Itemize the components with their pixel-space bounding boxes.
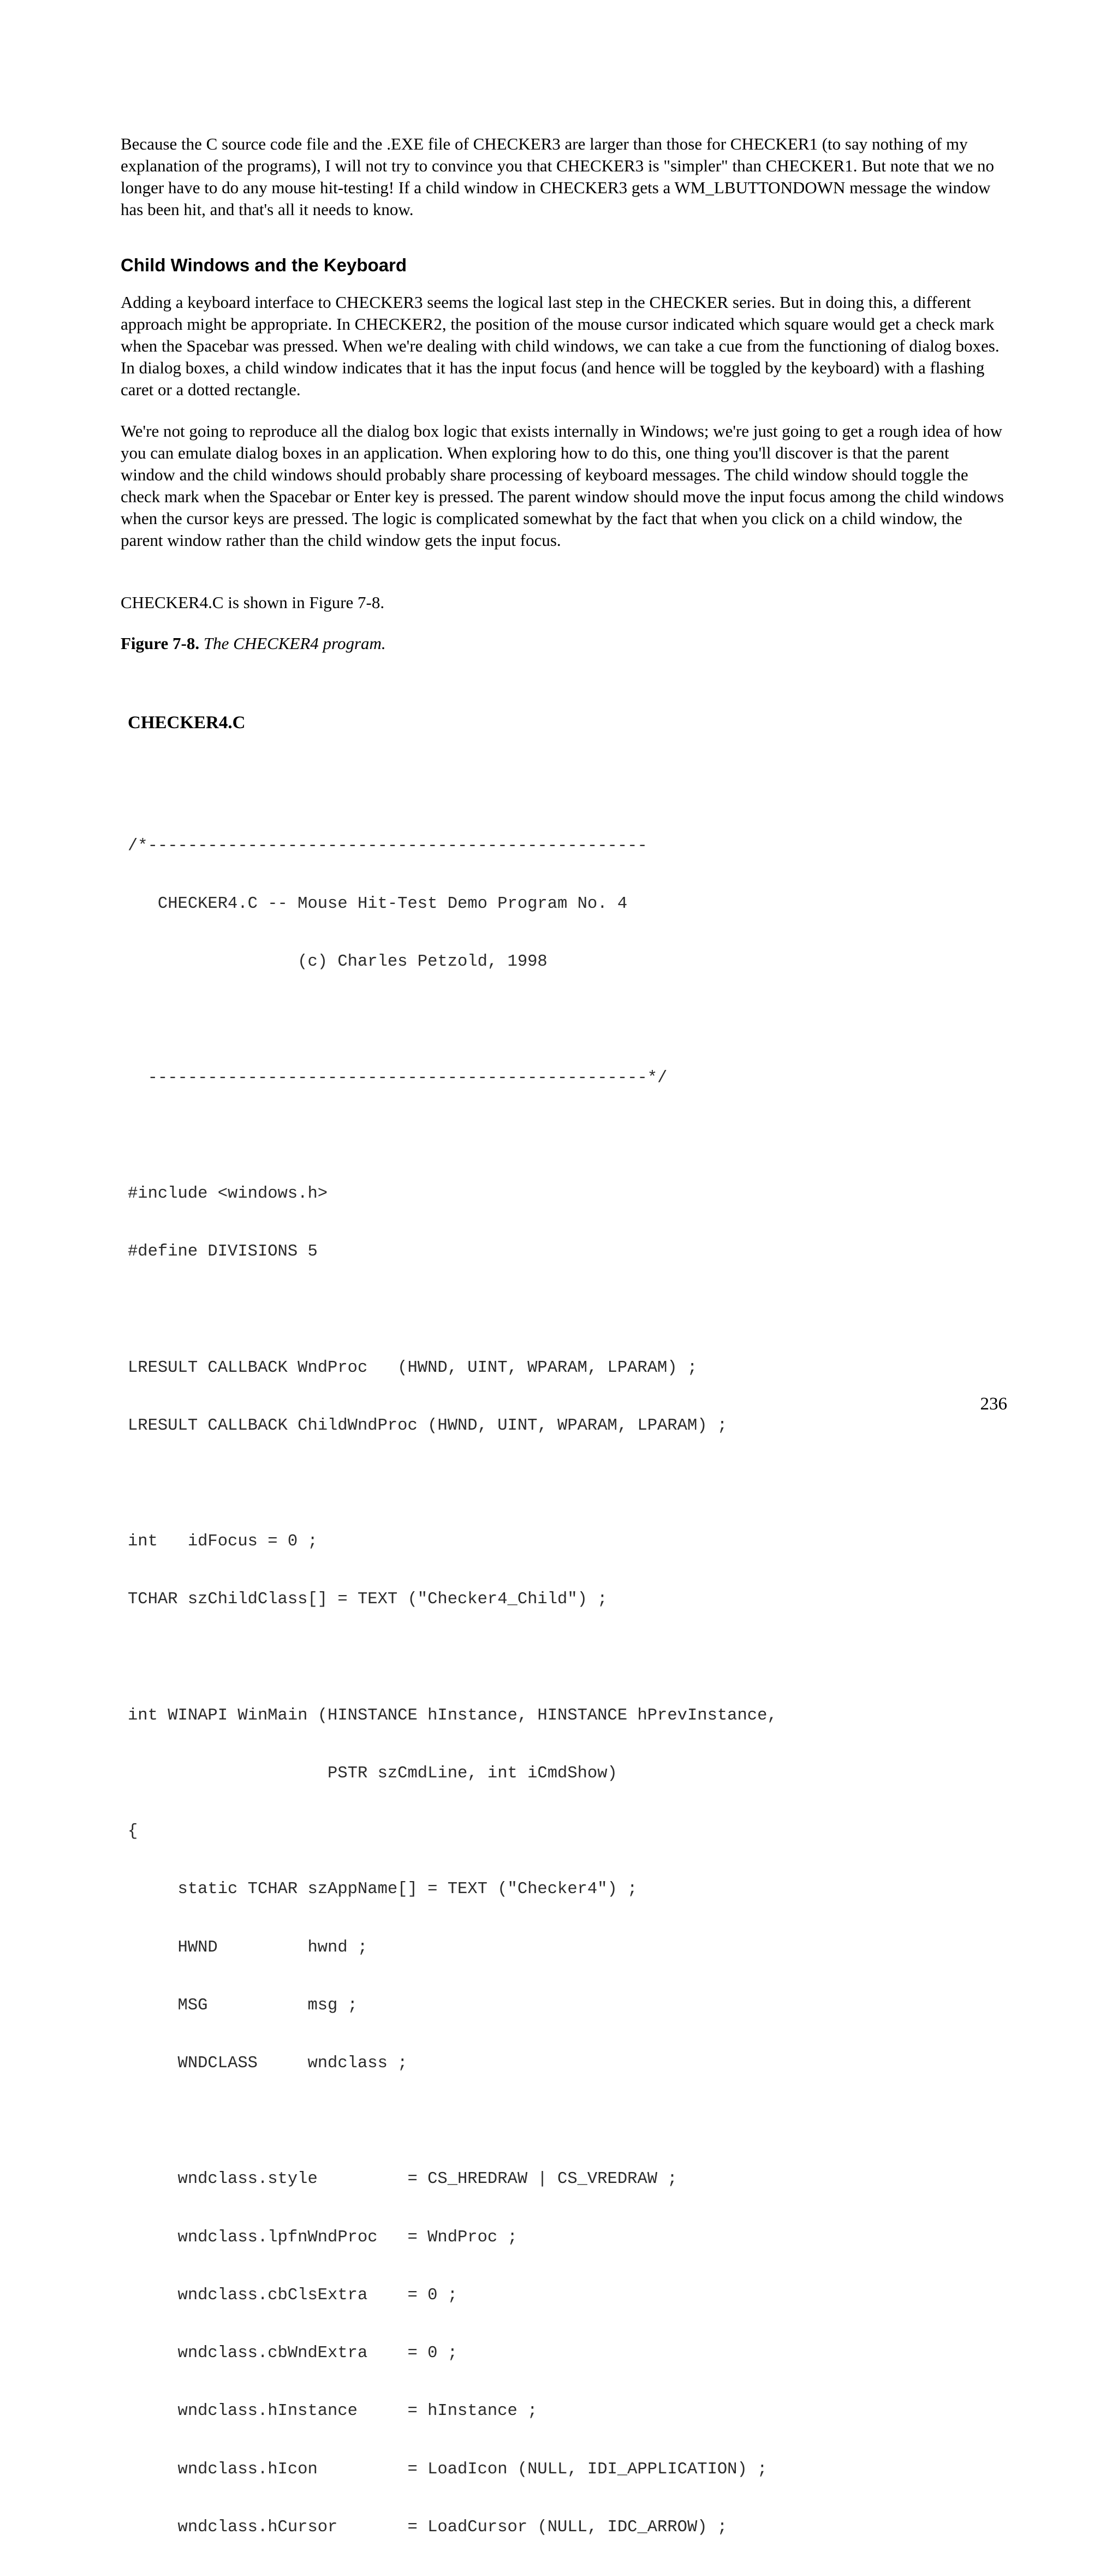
listing-filename: CHECKER4.C — [128, 713, 246, 733]
code-line — [128, 2112, 1056, 2131]
code-listing — [128, 798, 1056, 2576]
code-line: wndclass.cbClsExtra = 0 ; — [128, 2286, 457, 2305]
code-line: int idFocus = 0 ; — [128, 1532, 318, 1551]
figure-label: Figure 7-8. — [121, 634, 200, 653]
code-line: int WINAPI WinMain (HINSTANCE hInstance, HINSTANCE hPrevInstance, — [128, 1706, 777, 1725]
code-line: LRESULT CALLBACK WndProc (HWND, UINT, WPARAM, LPARAM) ; — [128, 1358, 698, 1377]
code-line: --------------------------------------------------*/ — [128, 1068, 668, 1087]
code-line: /*-------------------------------------------------- — [128, 836, 647, 855]
code-line: wndclass.hIcon = LoadIcon (NULL, IDI_APPLICATION) ; — [128, 2460, 768, 2479]
code-line — [128, 1010, 1056, 1030]
code-line: WNDCLASS wndclass ; — [128, 2054, 408, 2073]
code-line — [128, 1649, 1056, 1668]
paragraph-keyboard-interface: Adding a keyboard interface to CHECKER3 seems the logical last step in the CHECKER series. But in doing this, a different approach might be appropriate. In CHECKER2, the position of the mouse cursor indicated which square would get a check mark when the Spacebar was pressed. When we're dealing with child windows, we can take a cue from the functioning of dialog boxes. In dialog boxes, a child window indicates that it has the input focus (and hence will be toggled by the keyboard) with a flashing caret or a dotted rectangle. — [121, 293, 1000, 399]
figure-caption — [121, 633, 386, 655]
code-line: wndclass.cbWndExtra = 0 ; — [128, 2344, 457, 2363]
code-line: LRESULT CALLBACK ChildWndProc (HWND, UINT, WPARAM, LPARAM) ; — [128, 1416, 728, 1435]
code-line: wndclass.lpfnWndProc = WndProc ; — [128, 2228, 518, 2247]
code-line: TCHAR szChildClass[] = TEXT ("Checker4_Child") ; — [128, 1590, 608, 1609]
code-line: #include <windows.h> — [128, 1185, 328, 1204]
code-line: wndclass.hInstance = hInstance ; — [128, 2402, 538, 2421]
paragraph-dialog-logic: We're not going to reproduce all the dialog box logic that exists internally in Windows; we're just going to get a rough idea of how you can emulate dialog boxes in an application. When exploring how to do this, one thing you'll discover is that the parent window and the child windows should probably share processing of keyboard messages. The child window should toggle the check mark when the Spacebar or Enter key is pressed. The parent window should move the input focus among the child windows when the cursor keys are pressed. The logic is complicated somewhat by the fact that when you click on a child window, the parent window rather than the child window gets the input focus. — [121, 421, 1004, 550]
code-line: static TCHAR szAppName[] = TEXT ("Checker4") ; — [128, 1880, 638, 1899]
code-line — [128, 1474, 1056, 1494]
figure-title: The CHECKER4 program. — [203, 634, 386, 653]
code-line: wndclass.hCursor = LoadCursor (NULL, IDC_ARROW) ; — [128, 2518, 728, 2537]
paragraph-intro: Because the C source code file and the .EXE file of CHECKER3 are larger than those for CHECKER1 (to say nothing of my explanation of the programs), I will not try to convince you that CHECKER3 is "simpler" than CHECKER1. But note that we no longer have to do any mouse hit-testing! If a child window in CHECKER3 gets a WM_LBUTTONDOWN message the window has been hit, and that's all it needs to know. — [121, 134, 995, 219]
code-line: #define DIVISIONS 5 — [128, 1242, 318, 1262]
code-line: HWND hwnd ; — [128, 1938, 368, 1957]
code-line: PSTR szCmdLine, int iCmdShow) — [128, 1764, 617, 1783]
code-line: wndclass.style = CS_HREDRAW | CS_VREDRAW ; — [128, 2170, 677, 2189]
code-line: (c) Charles Petzold, 1998 — [128, 953, 548, 972]
paragraph-figure-reference: CHECKER4.C is shown in Figure 7-8. — [121, 593, 385, 612]
code-line: { — [128, 1822, 138, 1841]
section-heading: Child Windows and the Keyboard — [121, 255, 407, 275]
code-line — [128, 1300, 1056, 1319]
page-number: 236 — [980, 1394, 1007, 1414]
code-line — [128, 1127, 1056, 1146]
code-line: CHECKER4.C -- Mouse Hit-Test Demo Program No. 4 — [128, 895, 628, 914]
code-line: MSG msg ; — [128, 1996, 358, 2015]
